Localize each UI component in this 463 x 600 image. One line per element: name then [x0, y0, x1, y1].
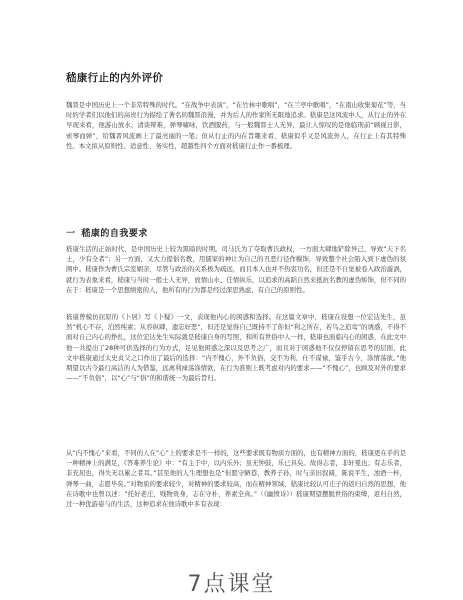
watermark-caption: 7点课堂	[187, 572, 276, 597]
intro-paragraph: 魏晋是中国历史上一个非常特殊的时代。“在战争中表演”，“在竹林中歌唱”，“在兰亭中歌唱”，“在南山收集菊花”等，当时的学者们以他们的高贵行为描绘了著名的魏晋浪漫，并为后人的作家所无限地追求。嵇康是这风流中人，从行止的外在早现来看，他游山放水、清谈辩难，弹琴啸咏，饮酒服药，与一般魏晋士人无异，最让人惊叹的是他临刑前“顾视日影，索琴而弹”，给魏晋风流画上了最亮丽的一笔；但从行止的内在旨趣来看，嵇康似乎又是风流外人，在行止上有其特殊性。本文拟从原则性、适意性、务实性，超越性四个方面对嵇康行止作一番梳理。	[66, 101, 406, 150]
section-heading: 一 嵇康的自我要求	[66, 229, 148, 239]
body-paragraph: 从“内不愧心”来看，不同的人在“心”上的要求是不一样的，这些要求既有物质方面的，也有精神方面的，嵇康更在乎的是一种精神上的满足，《答难养生论》中：“有主于中，以内乐外；虽无钟鼓，乐已具矣。故得志者，非轩冕也；有志乐者，非充屈也，得失无以累之者耳。”甚至他的人生理想也是“但愿守陋巷，教养子孙，时与亲旧叙阔，陈说平生，浊酒一杯，弹琴一曲，志愿毕矣。”对物质的要求较少，对精神的要求较高，而在精神领域，嵇康比较认可庄子的返归自然的思想，他在诗歌中也曾以述：“托好老庄，贱物贵身，志在守朴，养素全真。”（《幽愤诗》）嵇康期望摆脱世俗的束缚，返归自然，过一种优游姿与的生活，这种追求在他诗歌中多有表现：	[66, 449, 406, 509]
body-paragraph: 嵇康生活的正始时代，是中国历史上较为黑暗的时期。司马氏为了夺取曹氏政权，一方面大肆地铲除异己，导致“天下名士，少有全者”；另一方面，又大力提倡名教，用儒家的神让为自己的丑恶行径作幌饰，导致整个社会陷入到下虚伪的氛围中。嵇康作为曹氏宗室姻亲，尽管与政治的关系极为疏远，而且本人也并不热衷功名，但还是不自觉被卷入政治漩涡，就行为表象来看，嵇康与当时一般士人无异，放情山水、任情纵乐，以追求的高蹈自然来抵抗名教的虚伪矫饰，但不同的在于：嵇康是一个思想缜密的人，他所有的行为都是经过深思熟虑，有自己的原则性。	[66, 245, 406, 294]
document-page	[38, 0, 434, 600]
body-paragraph: 嵇康曾模仿屈原的《卜居》写《卜疑》一文，表现他内心的困惑和选择。在这篇文章中，嵇康在设想一位宏达先生，虽然“机心不存，泊然纯素；从容纵肆，遗忘好恶”，但还是觉得自己既持不了你但“利之所在，若鸟之追鸾”的诱惑，不得不面对自己内心的挣扎，这位宏达先生实际就是嵇康自身的写照，和所有世俗中人一样，嵇康也面临内心的困惑，在此文中他一共提出了28种可供选择的行为方式，足见他困惑之深以及思考之广，而且对于困惑他不仅仅停留在思考的层面，此文中嵇康通过太史贞父之口作出了最后的选择：“内不愧心，外不负俗，交不为利，仕不谋禄，鉴乎古今，涤情荡欲。”他期望以古今最行高洁的人为借鉴，远离利禄荡涤情欲，在行为准则上既考虑对内的要求——“不愧心”，也顾及对外的要求——“不负俗”，以“心”与“俗”的和谐统一为最后旨归。	[66, 313, 406, 383]
document-title: 嵇康行止的内外评价	[66, 72, 164, 84]
